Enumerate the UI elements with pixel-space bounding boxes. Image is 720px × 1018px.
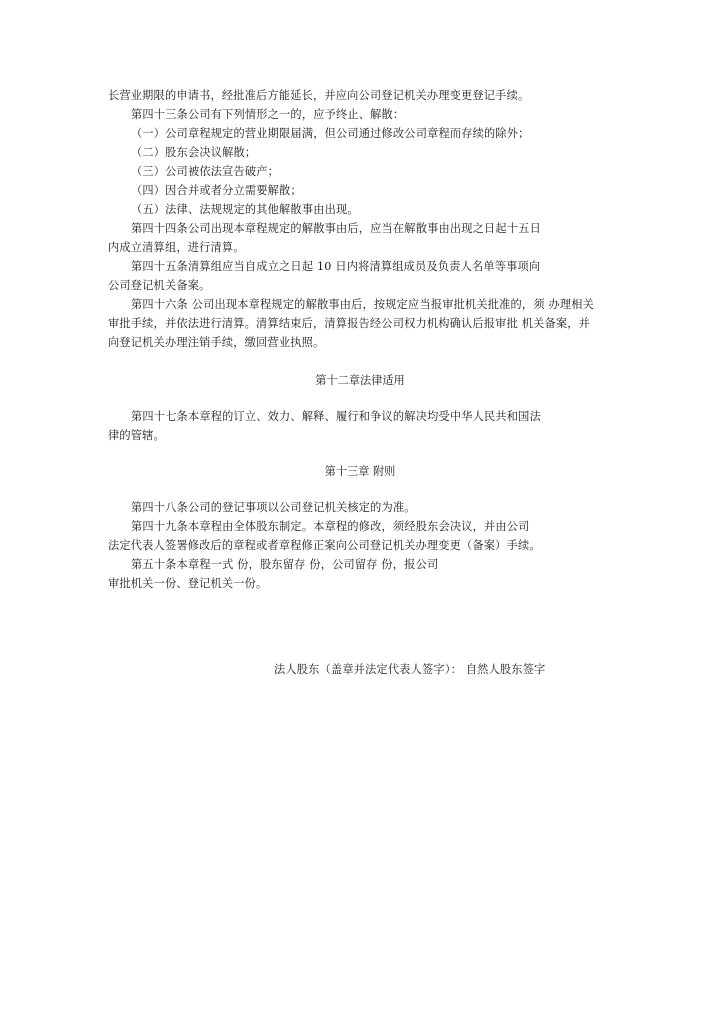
article-44: 第四十四条公司出现本章程规定的解散事由后，应当在解散事由出现之日起十五日 [131, 222, 541, 235]
article-46: 第四十六条 公司出现本章程规定的解散事由后，按规定应当报审批机关批准的，须 办理相关 [131, 298, 595, 311]
text-line: 长营业期限的申请书，经批准后方能延长，并应向公司登记机关办理变更登记手续。 [108, 89, 530, 102]
article-50: 第五十条本章程一式 份，股东留存 份，公司留存 份，报公司 [131, 558, 439, 571]
article-47: 第四十七条本章程的订立、效力、解释、履行和争议的解决均受中华人民共和国法 [131, 410, 541, 423]
text-line: 审批机关一份、登记机关一份。 [108, 577, 268, 590]
list-item: （四）因合并或者分立需要解散； [131, 184, 302, 197]
article-48: 第四十八条公司的登记事项以公司登记机关核定的为准。 [131, 501, 416, 514]
text-line: 公司登记机关备案。 [108, 279, 211, 292]
article-43: 第四十三条公司有下列情形之一的，应予终止、解散： [131, 108, 405, 121]
text-line: 审批手续，并依法进行清算。清算结束后，清算报告经公司权力机构确认后报审批 机关备案，并 [108, 317, 591, 330]
signature-line: 法人股东（盖章并法定代表人签字）： 自然人股东签字 [274, 663, 546, 676]
article-45: 第四十五条清算组应当自成立之日起 10 日内将清算组成员及负责人名单等事项向 [131, 260, 541, 273]
list-item: （三）公司被依法宣告破产； [131, 165, 280, 178]
text-line: 法定代表人签署修改后的章程或者章程修正案向公司登记机关办理变更（备案）手续。 [108, 539, 541, 552]
text-line: 律的管辖。 [108, 429, 165, 442]
chapter-13-heading: 第十三章 附则 [324, 465, 396, 478]
article-49: 第四十九条本章程由全体股东制定。本章程的修改，须经股东会决议，并由公司 [131, 520, 530, 533]
chapter-12-heading: 第十二章法律适用 [315, 374, 405, 387]
text-line: 向登记机关办理注销手续，缴回营业执照。 [108, 336, 325, 349]
list-item: （二）股东会决议解散； [131, 146, 257, 159]
text-line: 内成立清算组，进行清算。 [108, 241, 245, 254]
list-item: （一）公司章程规定的营业期限届满，但公司通过修改公司章程而存续的除外； [131, 127, 530, 140]
list-item: （五）法律、法规规定的其他解散事由出现。 [131, 203, 359, 216]
